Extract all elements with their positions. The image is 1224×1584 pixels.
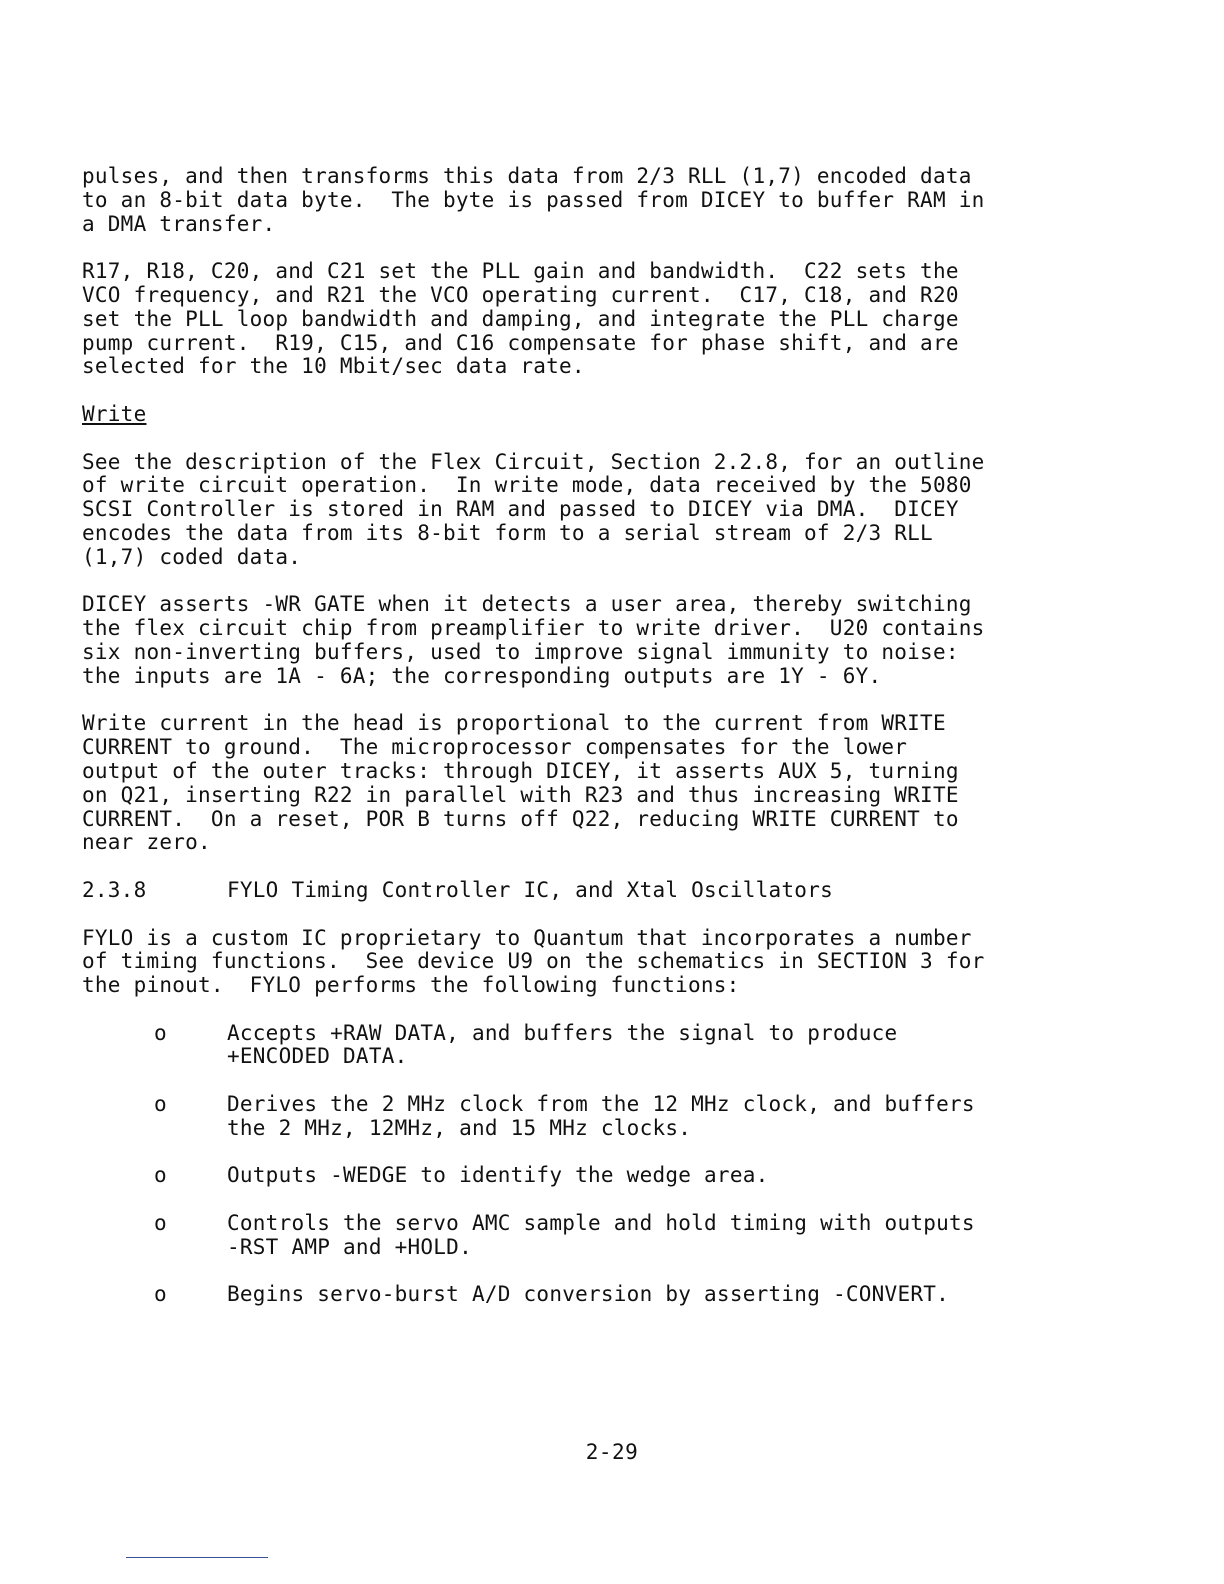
- text-line: the flex circuit chip from preamplifier to write driver. U20 contains: [82, 616, 985, 641]
- paragraph-pll-components: [82, 260, 1112, 379]
- text-line: Write current in the head is proportional to the current from WRITE: [82, 711, 946, 736]
- section-heading: [82, 879, 1112, 903]
- list-item-text: +ENCODED DATA.: [227, 1044, 408, 1069]
- list-item: [82, 1283, 1112, 1307]
- write-heading-block: [82, 403, 1112, 427]
- text-line: R17, R18, C20, and C21 set the PLL gain and bandwidth. C22 sets the: [82, 259, 959, 284]
- list-item-text: the 2 MHz, 12MHz, and 15 MHz clocks.: [227, 1115, 692, 1140]
- text-line: DICEY asserts -WR GATE when it detects a user area, thereby switching: [82, 592, 972, 617]
- list-item-text: Outputs -WEDGE to identify the wedge area.: [227, 1163, 769, 1188]
- paragraph-write-operation: [82, 451, 1112, 570]
- text-line: six non-inverting buffers, used to improve signal immunity to noise:: [82, 639, 959, 664]
- text-line: SCSI Controller is stored in RAM and passed to DICEY via DMA. DICEY: [82, 497, 959, 522]
- section-title: FYLO Timing Controller IC, and Xtal Oscillators: [227, 877, 833, 902]
- section-number: 2.3.8: [82, 877, 147, 902]
- page-number: 2-29: [585, 1440, 639, 1464]
- text-line: selected for the 10 Mbit/sec data rate.: [82, 354, 585, 379]
- text-line: the inputs are 1A - 6A; the corresponding outputs are 1Y - 6Y.: [82, 663, 882, 688]
- paragraph-read-transform: [82, 165, 1112, 236]
- footer-divider: [126, 1557, 268, 1558]
- text-line: on Q21, inserting R22 in parallel with R23 and thus increasing WRITE: [82, 782, 959, 807]
- list-item: [82, 1164, 1112, 1188]
- text-line: FYLO is a custom IC proprietary to Quantum that incorporates a number: [82, 925, 972, 950]
- text-line: pulses, and then transforms this data from 2/3 RLL (1,7) encoded data: [82, 164, 972, 188]
- paragraph-fylo-intro: [82, 927, 1112, 998]
- text-line: of timing functions. See device U9 on the schematics in SECTION 3 for: [82, 949, 985, 974]
- text-line: (1,7) coded data.: [82, 544, 302, 569]
- text-line: near zero.: [82, 830, 211, 855]
- bullet-marker: o: [154, 1211, 167, 1236]
- list-item-text: Accepts +RAW DATA, and buffers the signal to produce: [227, 1020, 898, 1045]
- list-item-text: Derives the 2 MHz clock from the 12 MHz clock, and buffers: [227, 1092, 975, 1117]
- paragraph-wr-gate: [82, 593, 1112, 688]
- list-item: [82, 1093, 1112, 1141]
- list-item: [82, 1022, 1112, 1070]
- text-line: set the PLL loop bandwidth and damping, and integrate the PLL charge: [82, 306, 959, 331]
- bullet-marker: o: [154, 1282, 167, 1307]
- bullet-marker: o: [154, 1092, 167, 1117]
- text-line: to an 8-bit data byte. The byte is passed from DICEY to buffer RAM in: [82, 187, 985, 212]
- list-item-text: Controls the servo AMC sample and hold timing with outputs: [227, 1211, 975, 1236]
- list-item-text: -RST AMP and +HOLD.: [227, 1234, 472, 1259]
- document-body: [82, 165, 1112, 1331]
- paragraph-write-current: [82, 712, 1112, 855]
- list-item-text: Begins servo-burst A/D conversion by asserting -CONVERT.: [227, 1282, 950, 1307]
- text-line: output of the outer tracks: through DICEY, it asserts AUX 5, turning: [82, 758, 959, 783]
- write-heading: Write: [82, 401, 147, 426]
- list-item: [82, 1212, 1112, 1260]
- text-line: VCO frequency, and R21 the VCO operating current. C17, C18, and R20: [82, 282, 959, 307]
- text-line: of write circuit operation. In write mode, data received by the 5080: [82, 473, 972, 498]
- text-line: the pinout. FYLO performs the following functions:: [82, 973, 740, 998]
- text-line: See the description of the Flex Circuit, Section 2.2.8, for an outline: [82, 449, 985, 474]
- text-line: CURRENT. On a reset, POR B turns off Q22, reducing WRITE CURRENT to: [82, 806, 959, 831]
- fylo-function-list: [82, 1022, 1112, 1308]
- text-line: pump current. R19, C15, and C16 compensate for phase shift, and are: [82, 330, 959, 355]
- bullet-marker: o: [154, 1020, 167, 1045]
- text-line: CURRENT to ground. The microprocessor compensates for the lower: [82, 735, 908, 760]
- text-line: a DMA transfer.: [82, 211, 276, 236]
- text-line: encodes the data from its 8-bit form to a serial stream of 2/3 RLL: [82, 520, 933, 545]
- bullet-marker: o: [154, 1163, 167, 1188]
